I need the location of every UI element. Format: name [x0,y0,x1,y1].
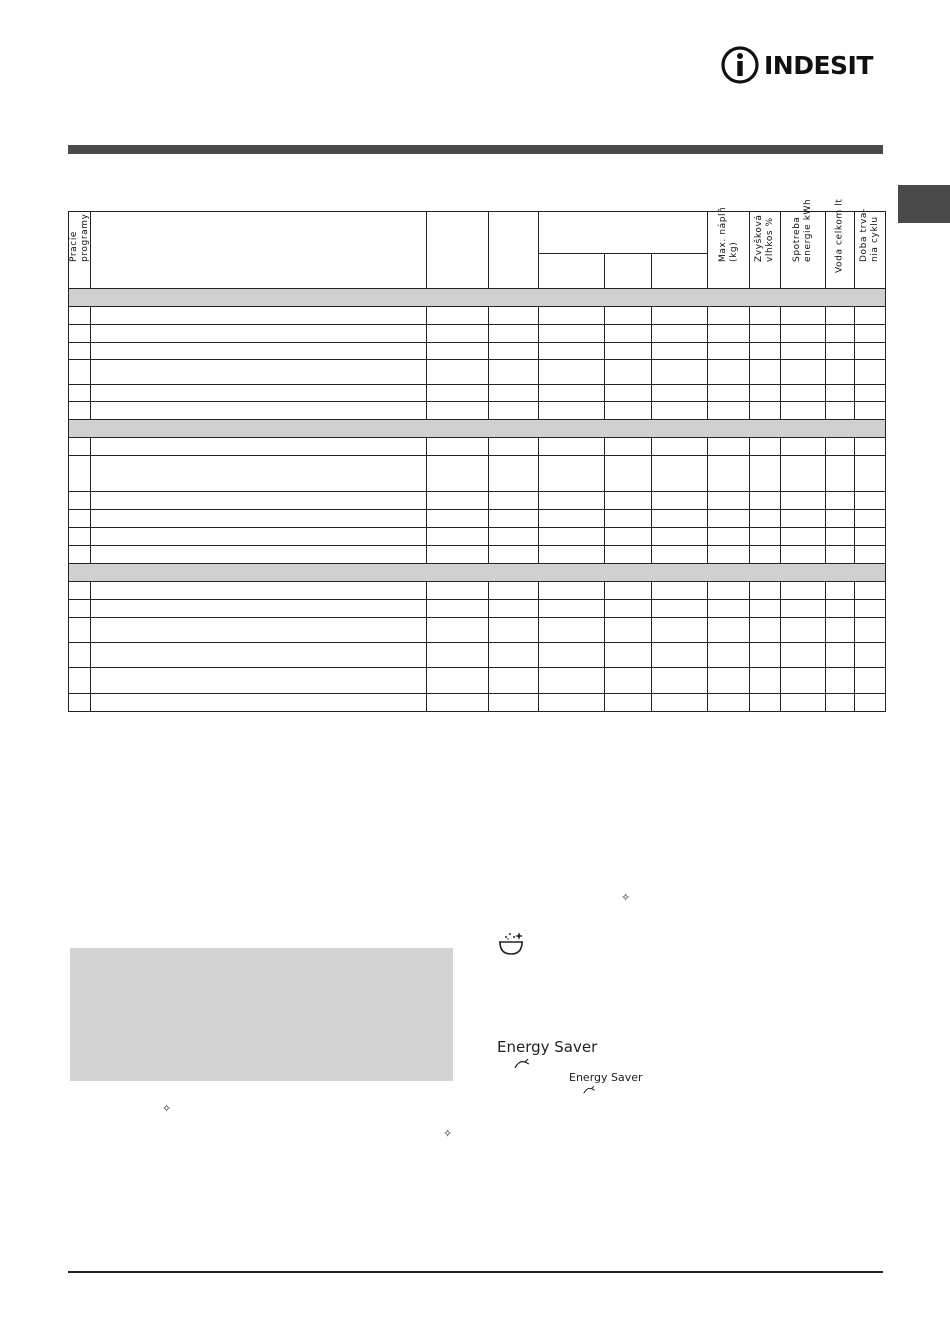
program-table [68,198,885,712]
header-col-3 [427,212,489,289]
sparkle-icon: ✧ [162,1102,172,1115]
plug-icon [513,1056,533,1070]
header-energy: Spotreba energie kWh [781,212,826,289]
header-detergent-group [539,212,708,254]
table-row [69,438,886,456]
table-row [69,528,886,546]
table-row [69,600,886,618]
table-row [69,456,886,492]
energy-saver-logo-small: Energy Saver [569,1071,643,1095]
header-detergent-sub-3 [652,253,708,288]
header-detergent-sub-1 [539,253,605,288]
header-max-load: Max. náplň (kg) [708,212,750,289]
table-row [69,618,886,643]
table-row [69,325,886,343]
section-header-1 [69,289,886,307]
section-header-3 [69,564,886,582]
header-detergent-sub-2 [605,253,652,288]
table-row [69,402,886,420]
brand-logo [720,44,885,86]
table-row [69,385,886,402]
energy-saver-logo: Energy Saver [497,1038,597,1070]
header-residual-humidity: Zvyšková vlhkos % [750,212,781,289]
header-bar [68,145,883,154]
section-header-2 [69,420,886,438]
header-water: Voda celkom lt [826,212,855,289]
indesit-logo-icon [720,45,760,85]
table-row [69,582,886,600]
table-row [69,643,886,668]
table-row [69,492,886,510]
table-row [69,360,886,385]
table-row [69,668,886,694]
header-programs: Pracie programy [69,212,91,289]
sparkle-icon: ✧ [443,1127,453,1140]
table-row [69,546,886,564]
sparkle-icon: ✧ [621,891,631,904]
table-row [69,343,886,360]
header-description [91,212,427,289]
basin-sparkle-icon [497,930,525,956]
note-box [70,948,453,1081]
language-tab [898,185,950,223]
table-row [69,510,886,528]
header-col-4 [489,212,539,289]
table-row [69,694,886,712]
brand-name: INDESIT [764,50,873,80]
footer-rule [68,1271,883,1273]
table-row [69,307,886,325]
header-duration: Doba trva- nia cyklu [855,212,886,289]
plug-icon [582,1084,598,1095]
